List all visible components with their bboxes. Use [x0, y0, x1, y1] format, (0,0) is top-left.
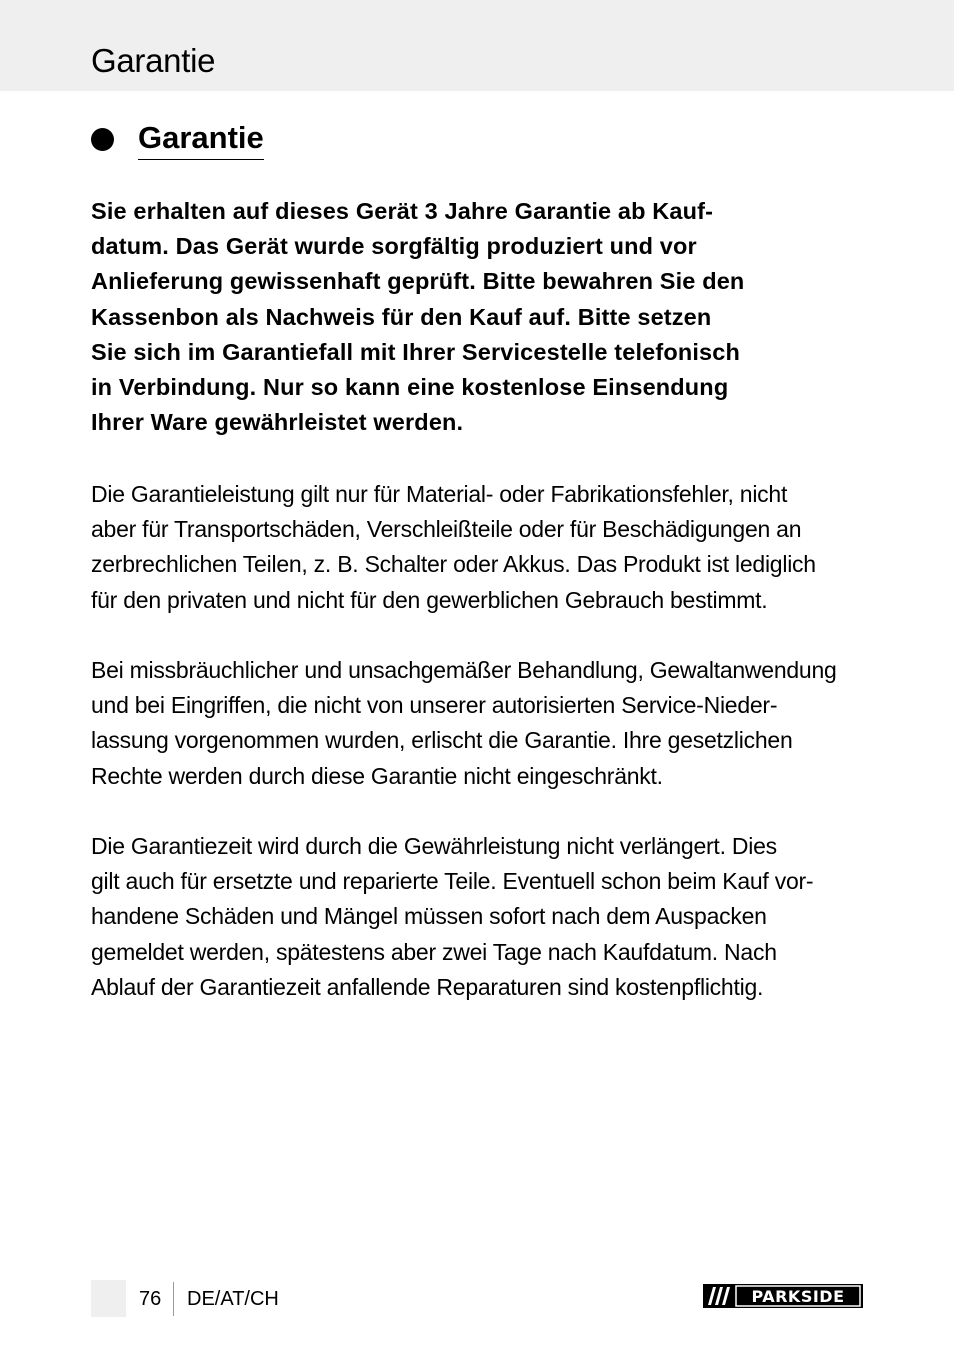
paragraph-line: Rechte werden durch diese Garantie nicht eingeschränkt.: [91, 762, 663, 789]
paragraph-line: gilt auch für ersetzte und reparierte Teile. Eventuell schon beim Kauf vor-: [91, 868, 814, 895]
body-paragraph: [91, 477, 881, 618]
lead-line: in Verbindung. Nur so kann eine kostenlose Einsendung: [91, 374, 729, 401]
paragraph-line: aber für Transportschäden, Verschleißteile oder für Beschädigungen an: [91, 516, 802, 543]
lead-line: datum. Das Gerät wurde sorgfältig produziert und vor: [91, 233, 697, 260]
paragraph-line: zerbrechlichen Teilen, z. B. Schalter oder Akkus. Das Produkt ist lediglich: [91, 551, 816, 578]
paragraph-line: lassung vorgenommen wurden, erlischt die Garantie. Ihre gesetzlichen: [91, 727, 793, 754]
brand-text: PARKSIDE: [751, 1287, 845, 1306]
footer-divider: [173, 1282, 174, 1316]
country-codes: DE/AT/CH: [187, 1288, 279, 1310]
page-number: 76: [139, 1288, 162, 1310]
paragraph-line: handene Schäden und Mängel müssen sofort nach dem Auspacken: [91, 903, 767, 930]
lead-line: Sie sich im Garantiefall mit Ihrer Servicestelle telefonisch: [91, 338, 740, 365]
parkside-logo: [703, 1284, 863, 1308]
paragraph-line: Bei missbräuchlicher und unsachgemäßer Behandlung, Gewaltanwendung: [91, 657, 837, 683]
paragraph-line: gemeldet werden, spätestens aber zwei Tage nach Kaufdatum. Nach: [91, 938, 777, 965]
footer-page-box: [91, 1280, 126, 1317]
paragraph-line: Die Garantiezeit wird durch die Gewährleistung nicht verlängert. Dies: [91, 833, 777, 859]
body-paragraph: [91, 653, 881, 794]
lead-line: Anlieferung gewissenhaft geprüft. Bitte bewahren Sie den: [91, 268, 745, 295]
body-paragraph: [91, 829, 881, 1005]
bullet-dot-icon: [91, 128, 114, 151]
paragraph-line: und bei Eingriffen, die nicht von unserer autorisierten Service-Nieder-: [91, 692, 778, 719]
section-heading: [91, 117, 264, 161]
paragraph-line: Die Garantieleistung gilt nur für Material- oder Fabrikationsfehler, nicht: [91, 481, 788, 507]
lead-paragraph: [91, 194, 871, 440]
paragraph-line: für den privaten und nicht für den gewerblichen Gebrauch bestimmt.: [91, 586, 768, 613]
section-heading-text: Garantie: [138, 118, 264, 160]
lead-line: Sie erhalten auf dieses Gerät 3 Jahre Garantie ab Kauf-: [91, 198, 714, 224]
lead-line: Kassenbon als Nachweis für den Kauf auf. Bitte setzen: [91, 303, 712, 330]
paragraph-line: Ablauf der Garantiezeit anfallende Reparaturen sind kostenpflichtig.: [91, 973, 764, 1000]
lead-line: Ihrer Ware gewährleistet werden.: [91, 409, 464, 436]
page-header-title: Garantie: [91, 42, 216, 79]
